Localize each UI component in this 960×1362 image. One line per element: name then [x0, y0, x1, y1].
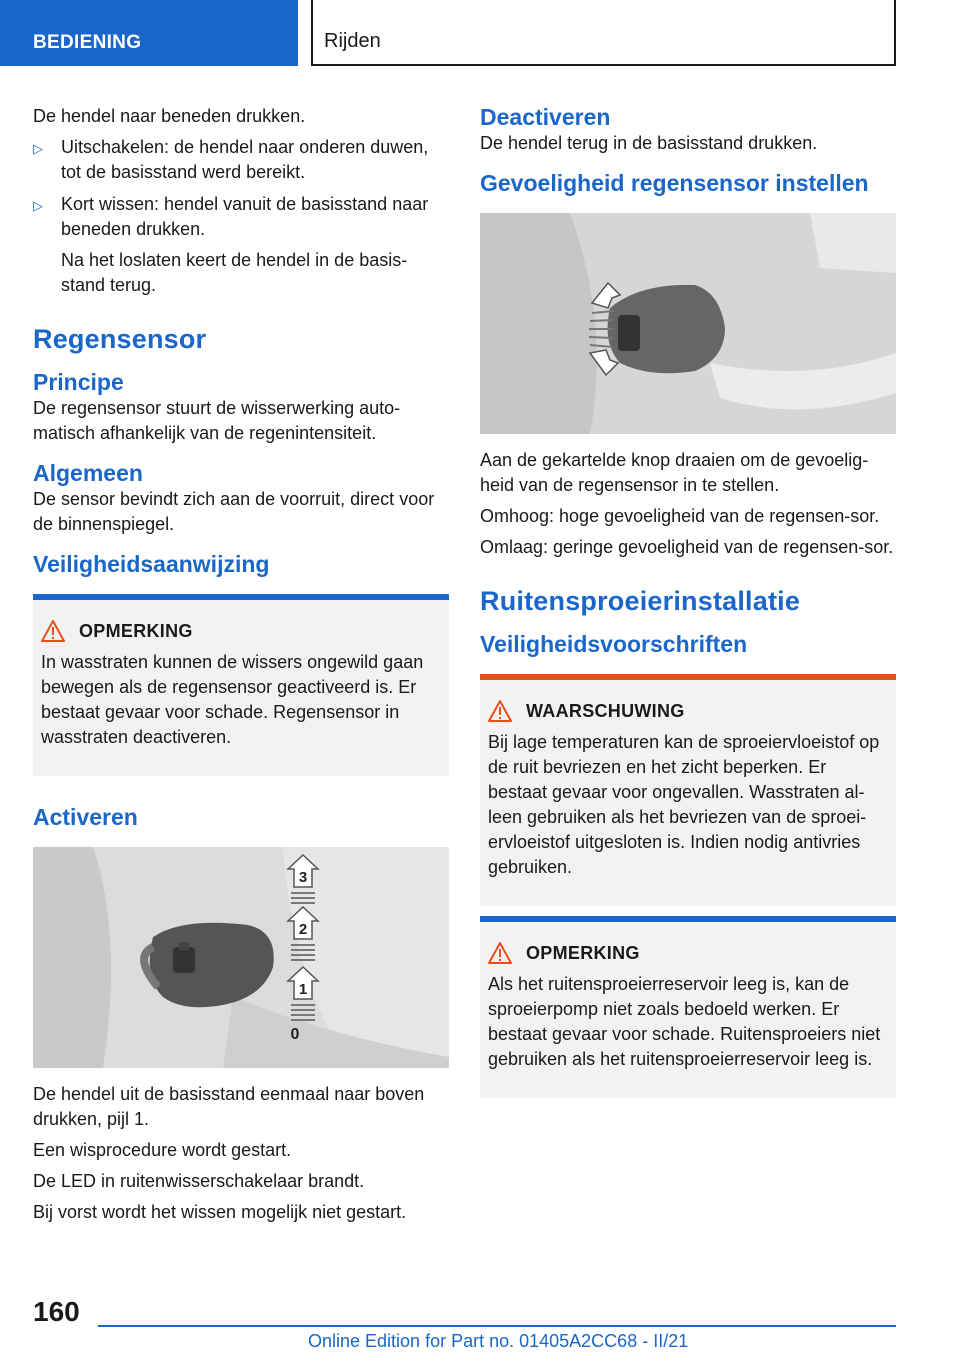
page-number: 160 — [33, 1296, 80, 1327]
heading-deactiveren: Deactiveren — [480, 104, 611, 130]
list-item — [33, 135, 449, 185]
warning-text: Bij lage temperaturen kan de sproeiervloeistof op de ruit bevriezen en het zicht beperken. Er bestaat gevaar voor ongevallen. Wasstraten al-leen gebruiken als het bevriezen van de sproei-ervloeistof uitgesloten is. Indien nodig antivries gebruiken. — [488, 732, 880, 877]
list-item-text: Uitschakelen: de hendel naar onderen duwen, tot de basisstand werd bereikt. — [61, 137, 429, 182]
warning-triangle-icon — [488, 700, 512, 722]
sensitivity-knob-illustration — [480, 213, 896, 434]
heading-veiligheidsvoorschriften: Veiligheidsvoorschriften — [480, 631, 748, 657]
notice-text: Als het ruitensproeierreservoir leeg is, kan de sproeierpomp niet zoals bedoeld werken. Er bestaat gevaar voor schade. Ruitensproeiers niet gebruiken als het ruitensproeierreservoir leeg is. — [488, 974, 881, 1069]
left-column — [33, 104, 449, 1231]
deactiveren-text: De hendel terug in de basisstand drukken. — [480, 133, 818, 153]
wiper-lever-illustration — [33, 847, 449, 1068]
chapter-frame — [311, 0, 896, 66]
gevoeligheid-text-3: Omlaag: geringe gevoeligheid van de regensen-sor. — [480, 537, 894, 557]
arrow-label-1: 1 — [298, 981, 308, 998]
activeren-text-4: Bij vorst wordt het wissen mogelijk niet gestart. — [33, 1202, 407, 1222]
warning-label: WAARSCHUWING — [526, 700, 685, 721]
sensitivity-knob-figure — [480, 213, 896, 434]
section-tab — [0, 0, 298, 66]
triangle-right-icon: ▷ — [33, 198, 43, 213]
heading-veiligheidsaanwijzing: Veiligheidsaanwijzing — [33, 551, 270, 577]
list-item — [33, 192, 449, 298]
arrow-label-2: 2 — [298, 921, 308, 938]
notice-box — [480, 916, 896, 1098]
activeren-text-1: De hendel uit de basisstand eenmaal naar boven drukken, pijl 1. — [33, 1084, 425, 1129]
gevoeligheid-text-2: Omhoog: hoge gevoeligheid van de regensen-sor. — [480, 506, 880, 526]
footer-divider — [98, 1325, 896, 1327]
activeren-text-2: Een wisprocedure wordt gestart. — [33, 1140, 292, 1160]
triangle-right-icon: ▷ — [33, 141, 43, 156]
heading-ruitensproeierinstallatie: Ruitensproeierinstallatie — [480, 586, 801, 616]
list-item-subtext: Na het loslaten keert de hendel in de basis-stand terug. — [61, 250, 408, 295]
activeren-text-3: De LED in ruitenwisserschakelaar brandt. — [33, 1171, 365, 1191]
notice-box — [33, 594, 449, 776]
arrow-label-3: 3 — [298, 869, 308, 886]
intro-text: De hendel naar beneden drukken. — [33, 106, 306, 126]
notice-text: In wasstraten kunnen de wissers ongewild gaan bewegen als de regensensor geactiveerd is. Er bestaat gevaar voor schade. Regensensor in wasstraten deactiveren. — [41, 652, 424, 747]
right-column — [480, 104, 896, 1098]
warning-triangle-icon — [41, 620, 65, 642]
heading-principe: Principe — [33, 369, 124, 395]
bullet-list — [33, 135, 449, 298]
heading-algemeen: Algemeen — [33, 460, 143, 486]
edition-text: Online Edition for Part no. 01405A2CC68 - II/21 — [308, 1331, 689, 1351]
warning-triangle-icon — [488, 942, 512, 964]
warning-box — [480, 674, 896, 906]
heading-activeren: Activeren — [33, 804, 138, 830]
arrow-label-0: 0 — [290, 1026, 300, 1043]
algemeen-text: De sensor bevindt zich aan de voorruit, direct voor de binnenspiegel. — [33, 489, 435, 534]
gevoeligheid-text-1: Aan de gekartelde knop draaien om de gevoelig-heid van de regensensor in te stellen. — [480, 450, 869, 495]
list-item-text: Kort wissen: hendel vanuit de basisstand naar beneden drukken. — [61, 194, 429, 239]
wiper-lever-figure — [33, 847, 449, 1068]
heading-regensensor: Regensensor — [33, 324, 207, 354]
section-label: BEDIENING — [33, 32, 142, 53]
principe-text: De regensensor stuurt de wisserwerking auto-matisch afhankelijk van de regenintensiteit. — [33, 398, 401, 443]
notice-label: OPMERKING — [79, 620, 193, 641]
heading-gevoeligheid: Gevoeligheid regensensor instellen — [480, 170, 869, 196]
notice-label: OPMERKING — [526, 942, 640, 963]
chapter-title: Rijden — [324, 30, 381, 52]
